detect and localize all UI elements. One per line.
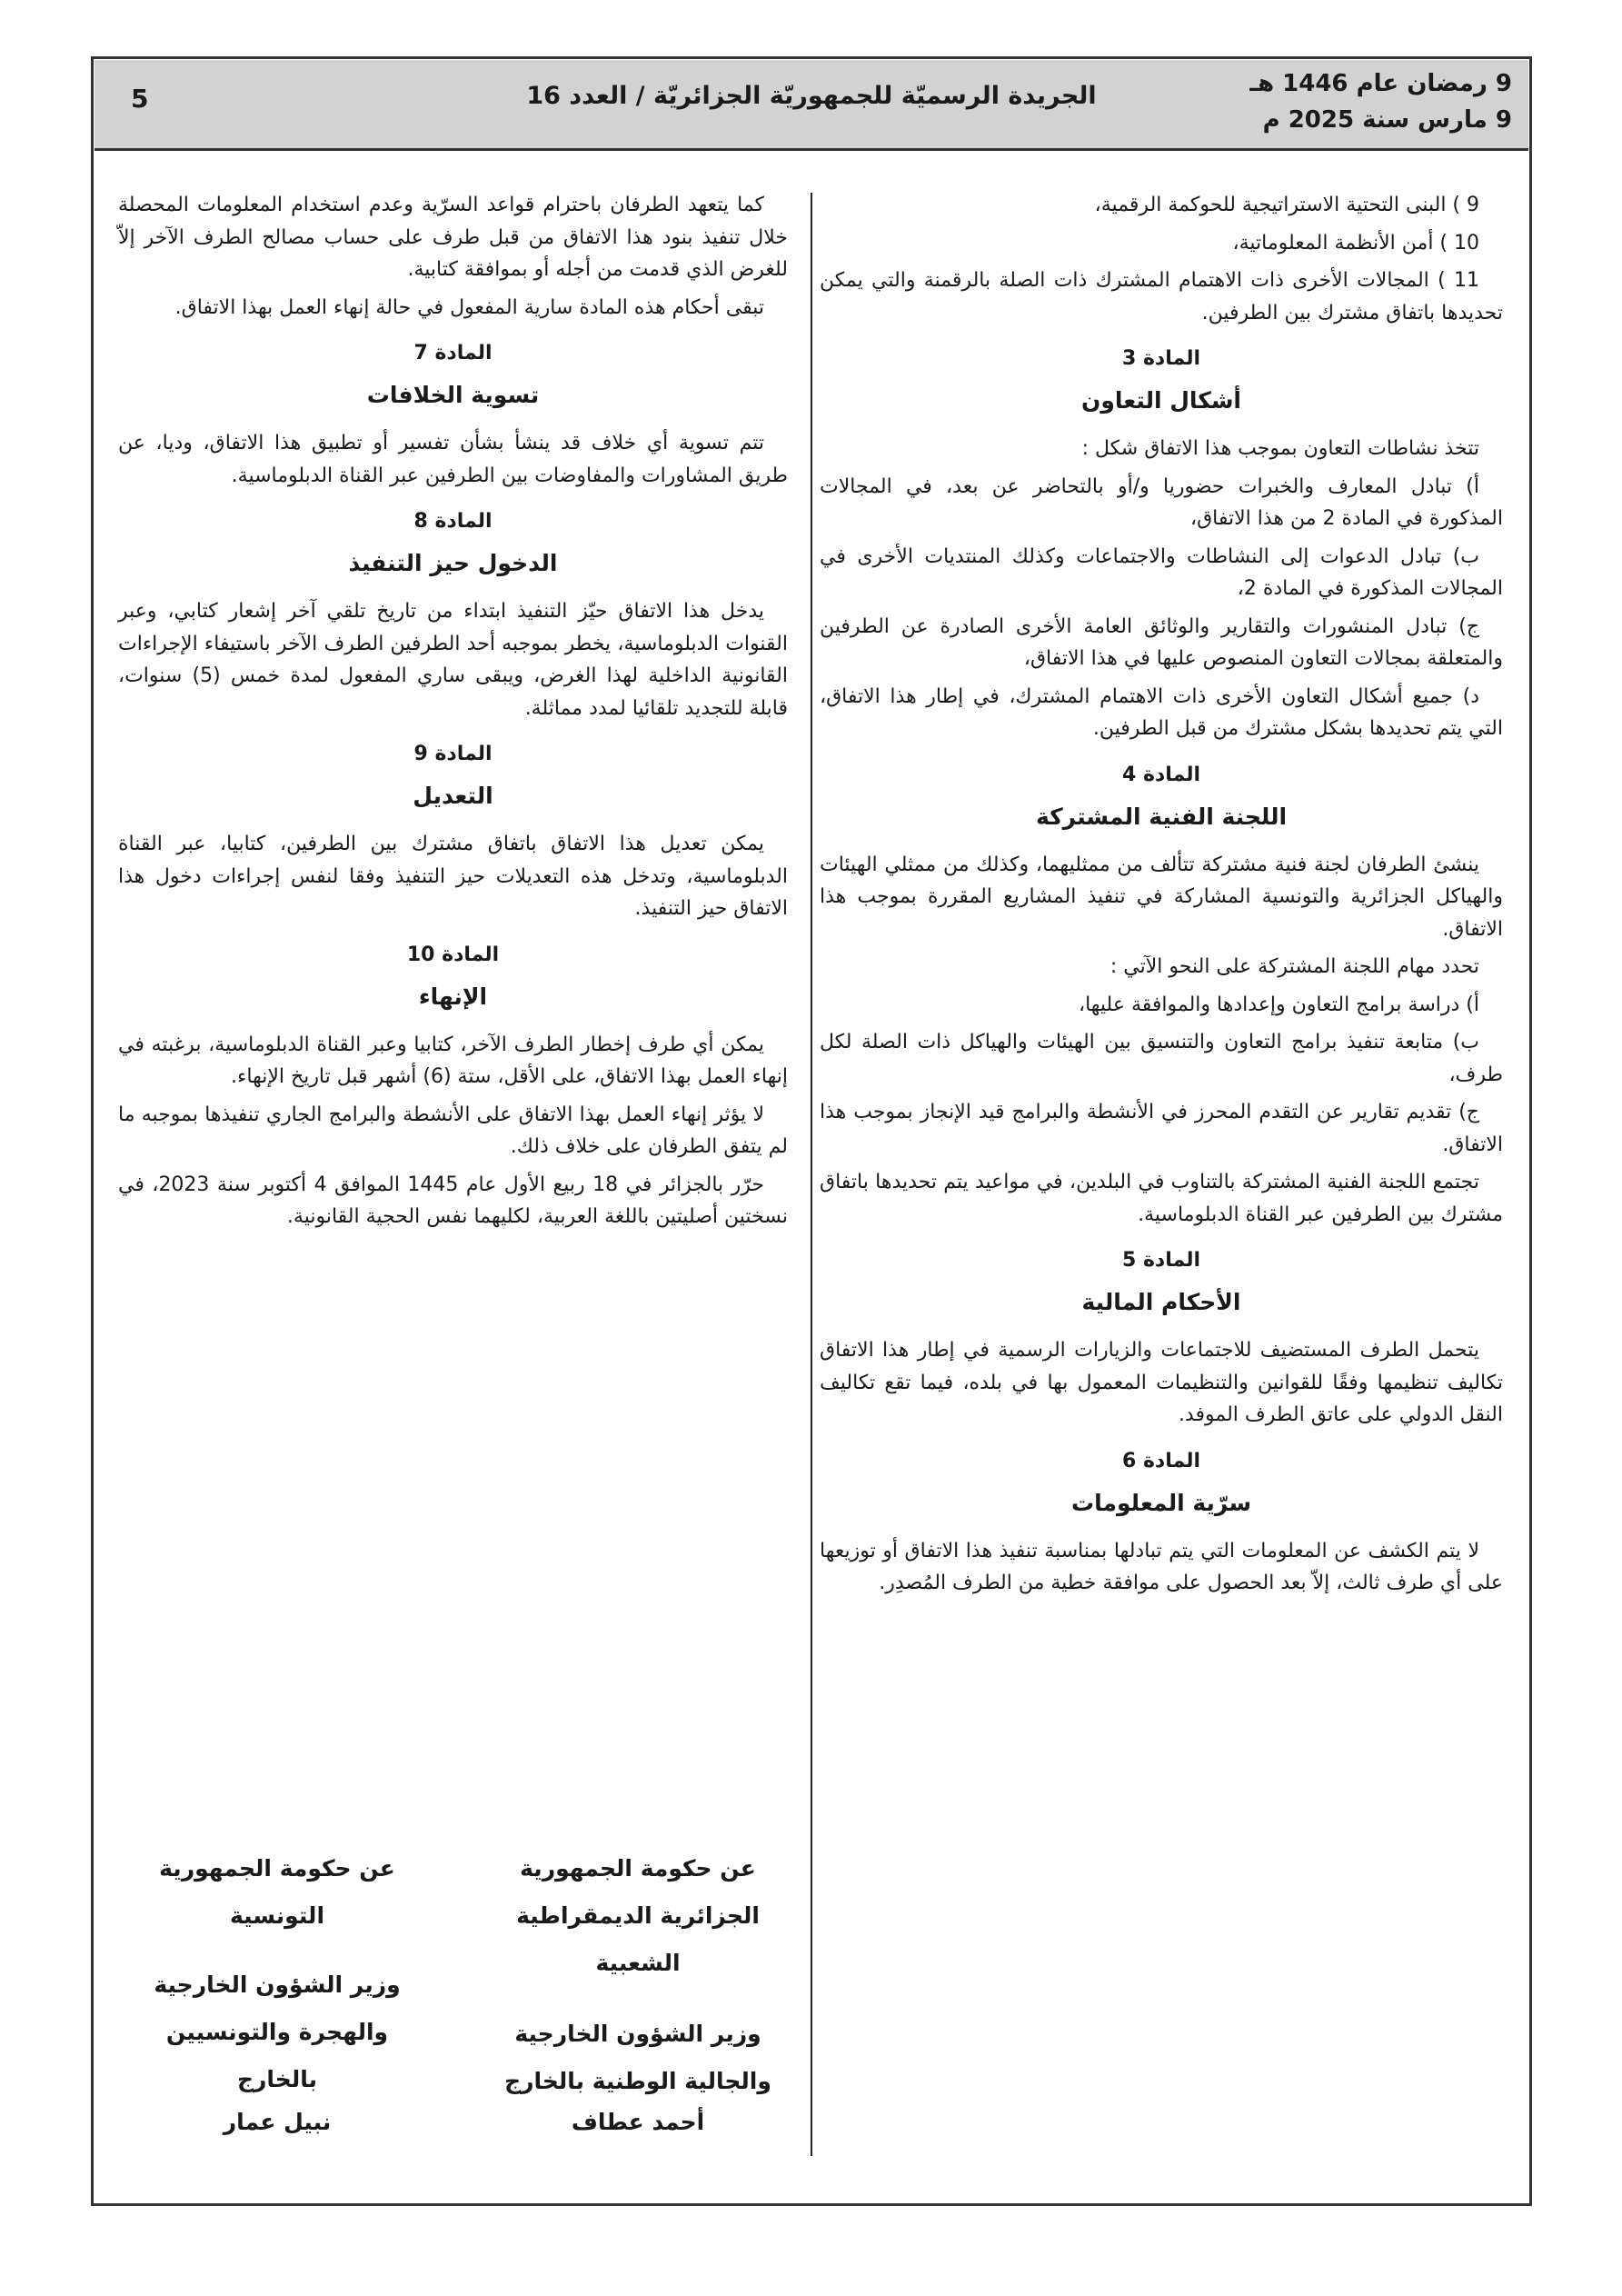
paragraph: 9 ) البنى التحتية الاستراتيجية للحوكمة الرقمية، [1094,194,1479,216]
paragraph: 10 ) أمن الأنظمة المعلوماتية، [1232,231,1479,255]
signature-block [118,1845,788,2172]
column-divider [811,193,812,2156]
article-4-title: اللجنة الفنية المشتركة [1035,803,1288,830]
article-10-heading: المادة 10 [406,943,500,966]
header-date-gregorian: 9 مارس سنة 2025 م [1262,106,1512,134]
header-date-hijri: 9 رمضان عام 1446 هـ [1249,70,1512,97]
paragraph: تتخذ نشاطات التعاون بموجب هذا الاتفاق شكل : [1081,437,1479,460]
article-8-title: الدخول حيز التنفيذ [348,550,558,576]
left-column [118,189,788,1239]
article-6-title: سرّية المعلومات [1070,1489,1252,1516]
signature-tunisia-name: نبيل عمار [223,2109,332,2135]
signature-tunisia-minister: وزير الشؤون الخارجية والهجرة والتونسيين بالخارج [154,1972,401,2092]
paragraph: تحدد مهام اللجنة المشتركة على النحو الآتي : [1110,955,1479,978]
article-7-heading: المادة 7 [413,342,493,364]
article-5-heading: المادة 5 [1121,1249,1201,1272]
article-5-title: الأحكام المالية [1081,1289,1241,1315]
page-number: 5 [131,84,149,114]
paragraph: تجتمع اللجنة الفنية المشتركة بالتناوب في البلدين، في مواعيد يتم تحديدها باتفاق مشترك بين الطرفين عبر القناة الدبلوماسية. [820,1171,1503,1226]
paragraph: تتم تسوية أي خلاف قد ينشأ بشأن تفسير أو تطبيق هذا الاتفاق، وديا، عن طريق المشاورات والمفاوضات بين الطرفين عبر القناة الدبلوماسية. [118,432,788,487]
paragraph: يتحمل الطرف المستضيف للاجتماعات والزيارات الرسمية في إطار هذا الاتفاق تكاليف تنظيمها وفقًا للقوانين والتنظيمات المعمول بها في بلده، فيما تقع تكاليف النقل الدولي على عاتق الطرف الموفد. [820,1339,1503,1426]
article-6-heading: المادة 6 [1121,1449,1201,1472]
paragraph: د) جميع أشكال التعاون الأخرى ذات الاهتمام المشترك، في إطار هذا الاتفاق، التي يتم تحديدها بشكل مشترك من قبل الطرفين. [820,684,1503,740]
signature-algeria [488,1845,788,2105]
paragraph: أ) دراسة برامج التعاون وإعدادها والموافقة عليها، [1078,993,1479,1016]
article-3-heading: المادة 3 [1121,347,1201,370]
signature-tunisia [127,1845,427,2103]
paragraph: يدخل هذا الاتفاق حيّز التنفيذ ابتداء من تاريخ تلقي آخر إشعار كتابي، وعبر القنوات الدبلوماسية، يخطر بموجبه أحد الطرفين الطرف الآخر باستيفاء الإجراءات القانونية الداخلية لهذا الغرض، ويبقى ساري المفعول لمدة خمس (5) سنوات، قابلة للتجديد تلقائيا لمدد مماثلة. [118,600,788,720]
signature-algeria-name: أحمد عطاف [571,2109,705,2135]
paragraph: ينشئ الطرفان لجنة فنية مشتركة تتألف من ممثليهما، وكذلك من ممثلي الهيئات والهياكل الجزائرية والتونسية المشاركة في تنفيذ المشاريع المقررة بموجب هذا الاتفاق. [820,853,1503,941]
paragraph: تبقى أحكام هذه المادة سارية المفعول في حالة إنهاء العمل بهذا الاتفاق. [174,295,764,319]
article-8-heading: المادة 8 [413,510,493,533]
article-10-title: الإنهاء [418,983,488,1010]
signature-tunisia-government: عن حكومة الجمهورية التونسية [159,1855,395,1929]
paragraph: ج) تبادل المنشورات والتقارير والوثائق العامة الأخرى الصادرة عن الطرفين والمتعلقة بمجالات التعاون المنصوص عليها في هذا الاتفاق، [820,614,1503,670]
paragraph: يمكن تعديل هذا الاتفاق باتفاق مشترك بين الطرفين، كتابيا، عبر القناة الدبلوماسية، وتدخل هذه التعديلات حيز التنفيذ وفقا لنفس إجراءات دخول هذا الاتفاق حيز التنفيذ. [118,833,788,920]
paragraph: ج) تقديم تقارير عن التقدم المحرز في الأنشطة والبرامج قيد الإنجاز بموجب هذا الاتفاق. [820,1101,1503,1156]
paragraph: لا يؤثر إنهاء العمل بهذا الاتفاق على الأنشطة والبرامج الجاري تنفيذها بموجبه ما لم يتفق الطرفان على خلاف ذلك. [118,1103,788,1158]
paragraph: أ) تبادل المعارف والخبرات حضوريا و/أو بالتحاضر عن بعد، في المجالات المذكورة في المادة 2 من هذا الاتفاق، [820,474,1503,530]
article-4-heading: المادة 4 [1121,763,1201,786]
paragraph: حرّر بالجزائر في 18 ربيع الأول عام 1445 الموافق 4 أكتوبر سنة 2023، في نسختين أصليتين باللغة العربية، لكليهما نفس الحجية القانونية. [118,1173,788,1228]
paragraph: ب) تبادل الدعوات إلى النشاطات والاجتماعات وكذلك المنتديات الأخرى في المجالات المذكورة في المادة 2، [820,544,1503,600]
right-column [820,189,1503,1605]
signature-algeria-government: عن حكومة الجمهورية الجزائرية الديمقراطية الشعبية [516,1855,760,1976]
paragraph: كما يتعهد الطرفان باحترام قواعد السرّية وعدم استخدام المعلومات المحصلة خلال تنفيذ بنود هذا الاتفاق من قبل طرف على حساب مصالح الطرف الآخر إلاّ للغرض الذي قدمت من أجله أو بموافقة كتابية. [118,194,788,281]
page-header [95,60,1528,151]
signature-algeria-minister: وزير الشؤون الخارجية والجالية الوطنية بالخارج [504,2021,771,2094]
article-3-title: أشكال التعاون [1080,387,1241,414]
paragraph: ب) متابعة تنفيذ برامج التعاون والتنسيق بين الهيئات والهياكل ذات الصلة لكل طرف، [820,1031,1503,1086]
article-9-heading: المادة 9 [413,743,493,765]
article-7-title: تسوية الخلافات [366,382,540,408]
paragraph: 11 ) المجالات الأخرى ذات الاهتمام المشترك ذات الصلة بالرقمنة والتي يمكن تحديدها باتفاق مشترك بين الطرفين. [820,269,1503,324]
article-9-title: التعديل [413,783,493,809]
header-title: الجريدة الرسميّة للجمهوريّة الجزائريّة / العدد 16 [526,82,1097,110]
paragraph: لا يتم الكشف عن المعلومات التي يتم تبادلها بمناسبة تنفيذ هذا الاتفاق أو توزيعها على أي طرف ثالث، إلاّ بعد الحصول على موافقة خطية من الطرف المُصدِر. [820,1539,1503,1594]
paragraph: يمكن أي طرف إخطار الطرف الآخر، كتابيا وعبر القناة الدبلوماسية، برغبته في إنهاء العمل بهذا الاتفاق، على الأقل، ستة (6) أشهر قبل تاريخ الإنهاء. [118,1033,788,1088]
